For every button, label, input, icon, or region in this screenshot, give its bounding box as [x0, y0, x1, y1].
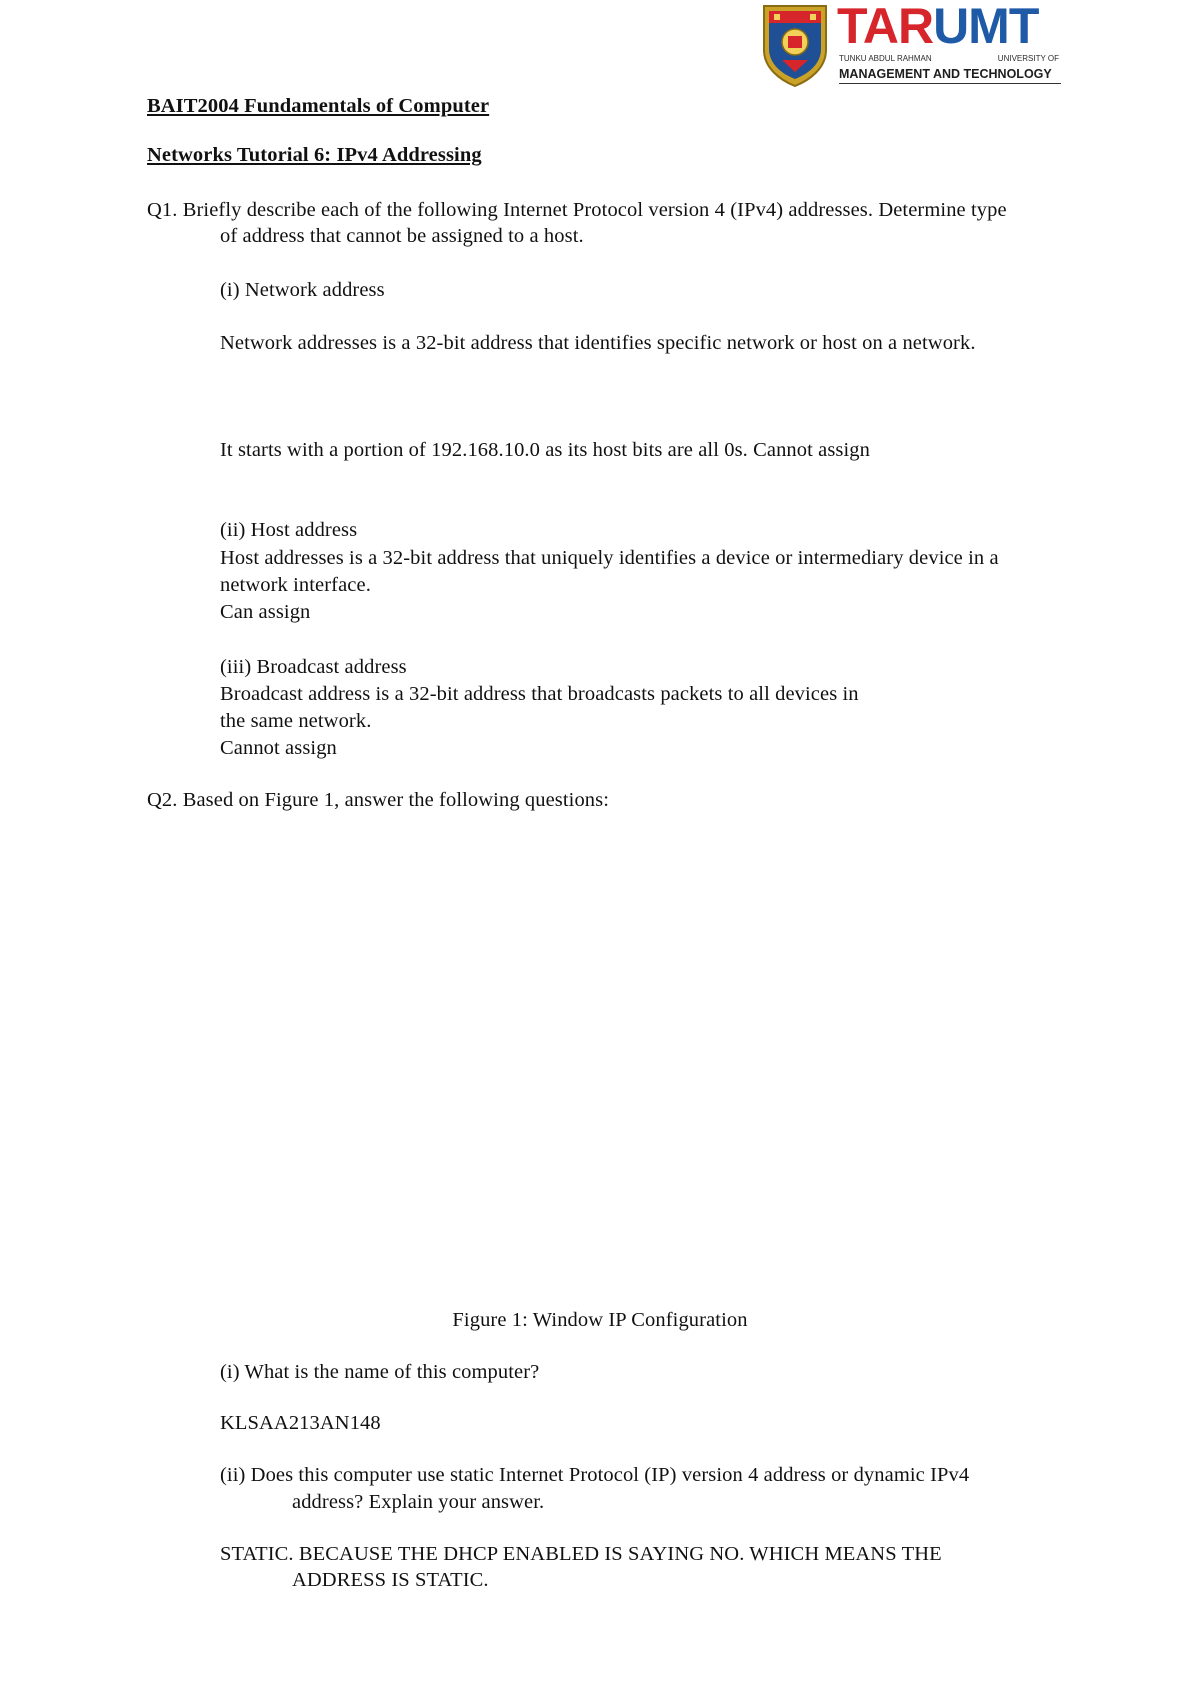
q1-broadcast-answer-line2: the same network.: [220, 710, 372, 732]
q2-ii-answer-line2: ADDRESS IS STATIC.: [292, 1569, 489, 1591]
brand-subline-left: TUNKU ABDUL RAHMAN: [839, 54, 932, 63]
q2-ii-question-line2: address? Explain your answer.: [292, 1491, 545, 1513]
crest-icon: [760, 2, 830, 88]
q1-question-line2: of address that cannot be assigned to a host.: [220, 225, 584, 247]
brand-subline-right: UNIVERSITY OF: [997, 54, 1059, 63]
q1-broadcast-title: (iii) Broadcast address: [220, 656, 407, 678]
q1-broadcast-answer-line1: Broadcast address is a 32-bit address that broadcasts packets to all devices in: [220, 683, 859, 705]
q1-network-answer: Network addresses is a 32-bit address that identifies specific network or host on a network.: [220, 332, 976, 354]
q2-i-answer: KLSAA213AN148: [220, 1412, 381, 1434]
q1-host-answer-line2: network interface.: [220, 574, 371, 596]
university-logo: [760, 2, 1060, 88]
brand-tar: TAR: [837, 0, 934, 54]
q2-i-question: (i) What is the name of this computer?: [220, 1361, 540, 1383]
tutorial-title: Networks Tutorial 6: IPv4 Addressing: [147, 144, 482, 166]
q1-host-answer-line1: Host addresses is a 32-bit address that uniquely identifies a device or intermediary device in a: [220, 547, 999, 569]
course-title: BAIT2004 Fundamentals of Computer: [147, 95, 490, 117]
figure-caption: Figure 1: Window IP Configuration: [452, 1309, 748, 1331]
q1-host-title: (ii) Host address: [220, 519, 358, 541]
brand-wordmark: [837, 0, 1038, 54]
q1-network-note: It starts with a portion of 192.168.10.0 as its host bits are all 0s. Cannot assign: [220, 439, 871, 461]
q1-host-assign: Can assign: [220, 601, 311, 623]
q2-ii-question-line1: (ii) Does this computer use static Internet Protocol (IP) version 4 address or dynamic IPv4: [220, 1464, 970, 1486]
q1-network-title: (i) Network address: [220, 279, 385, 301]
q2-ii-answer-line1: STATIC. BECAUSE THE DHCP ENABLED IS SAYING NO. WHICH MEANS THE: [220, 1543, 942, 1565]
brand-mainline: MANAGEMENT AND TECHNOLOGY: [839, 67, 1061, 84]
q2-question: Q2. Based on Figure 1, answer the following questions:: [147, 789, 610, 811]
q1-broadcast-assign: Cannot assign: [220, 737, 337, 759]
brand-umt: UMT: [933, 0, 1039, 54]
q1-question-line1: Q1. Briefly describe each of the following Internet Protocol version 4 (IPv4) addresses. Determine type: [147, 199, 1007, 221]
